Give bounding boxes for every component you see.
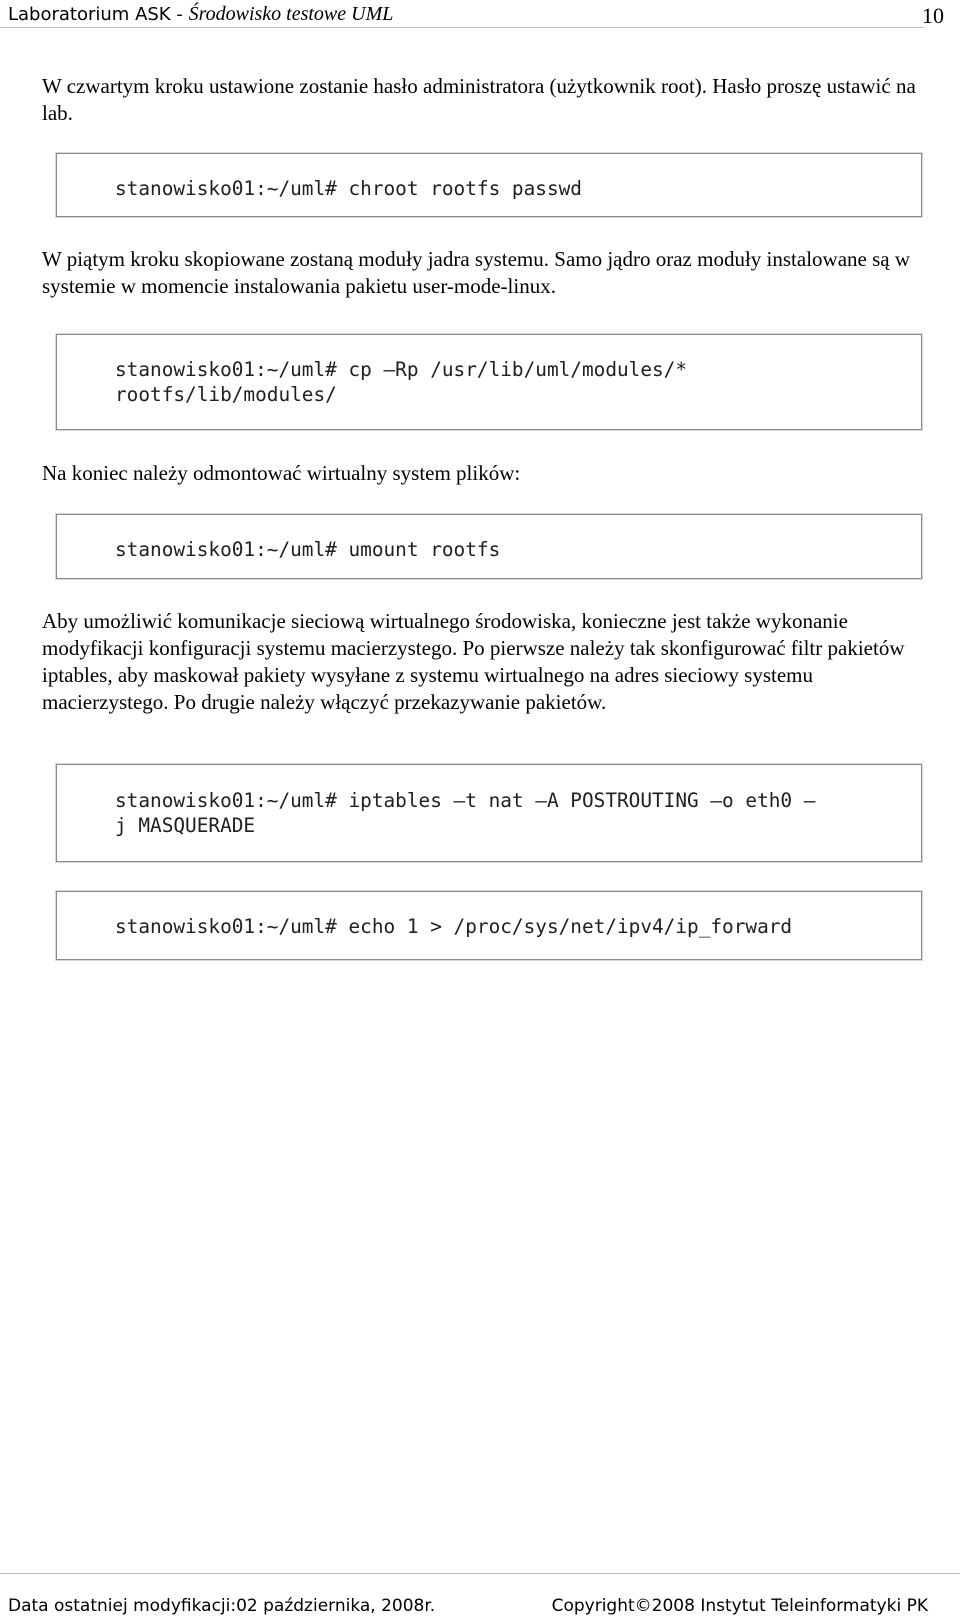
paragraph-network: Aby umożliwić komunikacje sieciową wirtualnego środowiska, konieczne jest także wykonanie modyfikacji konfiguracji systemu macierzystego. Po pierwsze należy tak skonfigurować filtr pakietów iptables, aby maskował pakiety wysyłane z systemu wirtualnego na adres sieciowy systemu macierzystego. Po drugie należy włączyć przekazywanie pakietów. [42,609,905,714]
document-subtitle: Środowisko testowe UML [188,3,394,25]
code-copy-modules-line1: stanowisko01:~/uml# cp –Rp /usr/lib/uml/modules/* [115,358,688,381]
paragraph-root-password: W czwartym kroku ustawione zostanie hasło administratora (użytkownik root). Hasło proszę ustawić na lab. [42,74,916,125]
page-header [0,0,960,32]
code-passwd: stanowisko01:~/uml# chroot rootfs passwd [115,177,582,200]
document-title: Laboratorium ASK [8,4,171,25]
code-umount: stanowisko01:~/uml# umount rootfs [115,538,501,561]
code-ip-forward: stanowisko01:~/uml# echo 1 > /proc/sys/net/ipv4/ip_forward [115,915,793,938]
code-copy-modules-line2: rootfs/lib/modules/ [115,383,337,406]
paragraph-unmount: Na koniec należy odmontować wirtualny system plików: [42,461,521,485]
title-separator: - [170,4,189,25]
footer-copyright: Copyright©2008 Instytut Teleinformatyki PK [551,1596,928,1616]
header-divider [0,27,924,28]
header-title [8,3,393,26]
page-number: 10 [922,3,944,28]
page-footer [0,1573,960,1623]
code-iptables-line1: stanowisko01:~/uml# iptables –t nat –A POSTROUTING –o eth0 – [115,789,816,812]
paragraph-modules: W piątym kroku skopiowane zostaną moduły jadra systemu. Samo jądro oraz moduły instalowane są w systemie w momencie instalowania pakietu user-mode-linux. [42,247,911,298]
footer-last-modified: Data ostatniej modyfikacji:02 października, 2008r. [8,1596,436,1616]
code-iptables-line2: j MASQUERADE [115,814,256,837]
